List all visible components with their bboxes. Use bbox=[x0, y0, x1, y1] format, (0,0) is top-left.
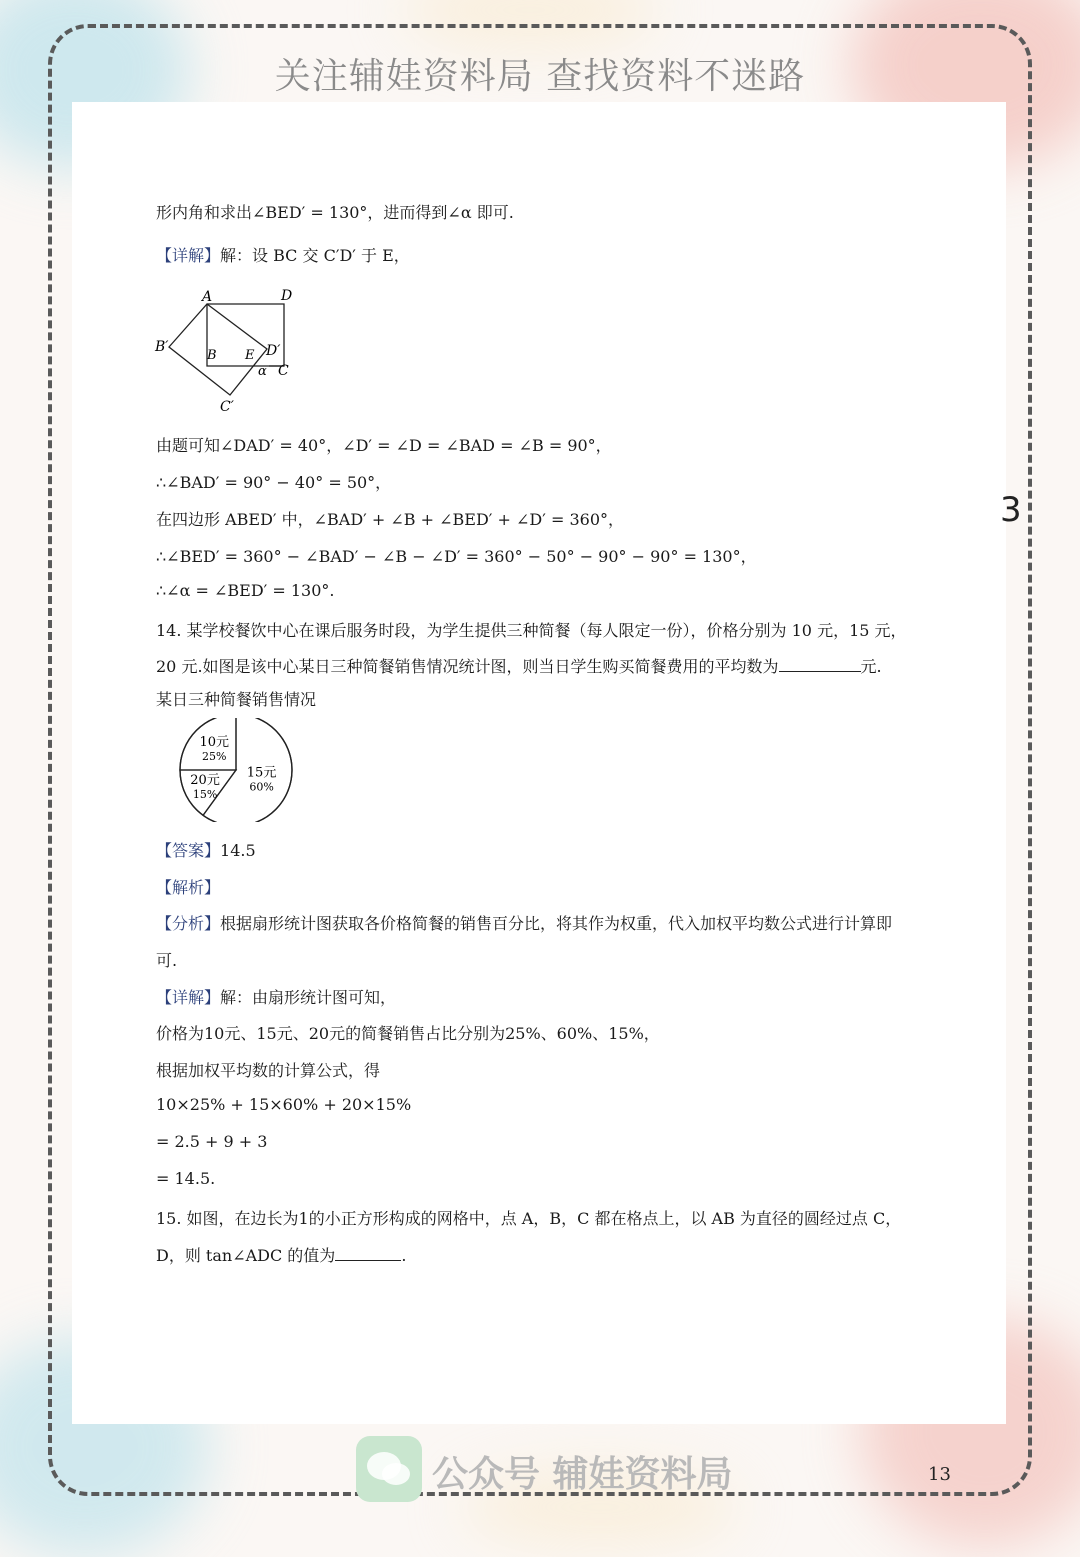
footer-brand: 公众号 辅娃资料局 bbox=[432, 1454, 733, 1495]
pie-value-label: 60% bbox=[249, 780, 274, 794]
question-14-line2: 20 元.如图是该中心某日三种简餐销售情况统计图，则当日学生购买简餐费用的平均数为 元. bbox=[156, 657, 882, 676]
analysis-tag: 【解析】 bbox=[156, 878, 221, 897]
text-line: ∴∠BED′ = 360° − ∠BAD′ − ∠B − ∠D′ = 360° − 50° − 90° − 90° = 130°， bbox=[156, 547, 757, 566]
header-title: 关注辅娃资料局 查找资料不迷路 bbox=[274, 56, 806, 97]
label-alpha: α bbox=[258, 364, 267, 379]
label-D: D bbox=[281, 288, 293, 304]
page-number: 13 bbox=[928, 1464, 951, 1485]
question-15-line1: 15. 如图，在边长为1的小正方形构成的网格中，点 A，B，C 都在格点上，以 AB 为直径的圆经过点 C， bbox=[156, 1209, 902, 1228]
question-14-line1: 14. 某学校餐饮中心在课后服务时段，为学生提供三种简餐（每人限定一份），价格分别为 10 元，15 元， bbox=[156, 621, 907, 640]
text-line: 由题可知∠DAD′ = 40°，∠D′ = ∠D = ∠BAD = ∠B = 90°， bbox=[156, 436, 612, 455]
pie-value-label: 15% bbox=[192, 787, 218, 801]
text-line: 在四边形 ABED′ 中，∠BAD′ + ∠B + ∠BED′ + ∠D′ = 360°， bbox=[156, 510, 624, 529]
pie-category-label: 10元 bbox=[199, 735, 229, 751]
text-line: 【详解】解：设 BC 交 C′D′ 于 E， bbox=[156, 246, 410, 265]
answer-blank bbox=[779, 657, 861, 672]
pie-value-label: 25% bbox=[201, 750, 227, 764]
label-B-prime: B′ bbox=[155, 339, 169, 355]
label-A: A bbox=[202, 289, 213, 305]
formula-line: = 2.5 + 9 + 3 bbox=[156, 1132, 268, 1151]
section-tag: 【详解】 bbox=[156, 246, 221, 265]
answer-value: 14.5 bbox=[220, 841, 256, 860]
pie-chart bbox=[178, 718, 298, 822]
pie-category-label: 20元 bbox=[190, 772, 220, 788]
answer-tag: 【答案】 bbox=[156, 841, 221, 860]
chart-title: 某日三种简餐销售情况 bbox=[156, 690, 317, 709]
label-D-prime: D′ bbox=[266, 343, 281, 359]
question-15-line2: D，则 tan∠ADC 的值为 . bbox=[156, 1246, 407, 1265]
label-C: C bbox=[278, 363, 289, 379]
text-line: 价格为10元、15元、20元的简餐销售占比分别为25%、60%、15%， bbox=[156, 1024, 660, 1043]
answer-blank bbox=[335, 1246, 401, 1261]
label-C-prime: C′ bbox=[220, 399, 234, 415]
text-line: 可. bbox=[156, 951, 178, 970]
text-line: ∴∠BAD′ = 90° − 40° = 50°， bbox=[156, 473, 392, 492]
answer-line bbox=[156, 838, 256, 861]
geometry-figure bbox=[150, 282, 310, 417]
pie-category-label: 15元 bbox=[246, 765, 277, 781]
text-line: 根据加权平均数的计算公式，得 bbox=[156, 1061, 381, 1080]
side-decoration: 3 bbox=[1000, 490, 1022, 530]
formula-line: 10×25% + 15×60% + 20×15% bbox=[156, 1095, 412, 1114]
text-line: 形内角和求出∠BED′ = 130°，进而得到∠α 即可. bbox=[156, 203, 514, 222]
label-B: B bbox=[207, 348, 217, 363]
label-E: E bbox=[245, 348, 255, 363]
wechat-icon bbox=[356, 1436, 422, 1502]
text-line: ∴∠α = ∠BED′ = 130°. bbox=[156, 581, 335, 600]
text-line: 【分析】根据扇形统计图获取各价格简餐的销售百分比，将其作为权重，代入加权平均数公式进行计算即 bbox=[156, 914, 893, 933]
formula-line: = 14.5. bbox=[156, 1169, 216, 1188]
text-line: 【详解】解：由扇形统计图可知， bbox=[156, 988, 397, 1007]
